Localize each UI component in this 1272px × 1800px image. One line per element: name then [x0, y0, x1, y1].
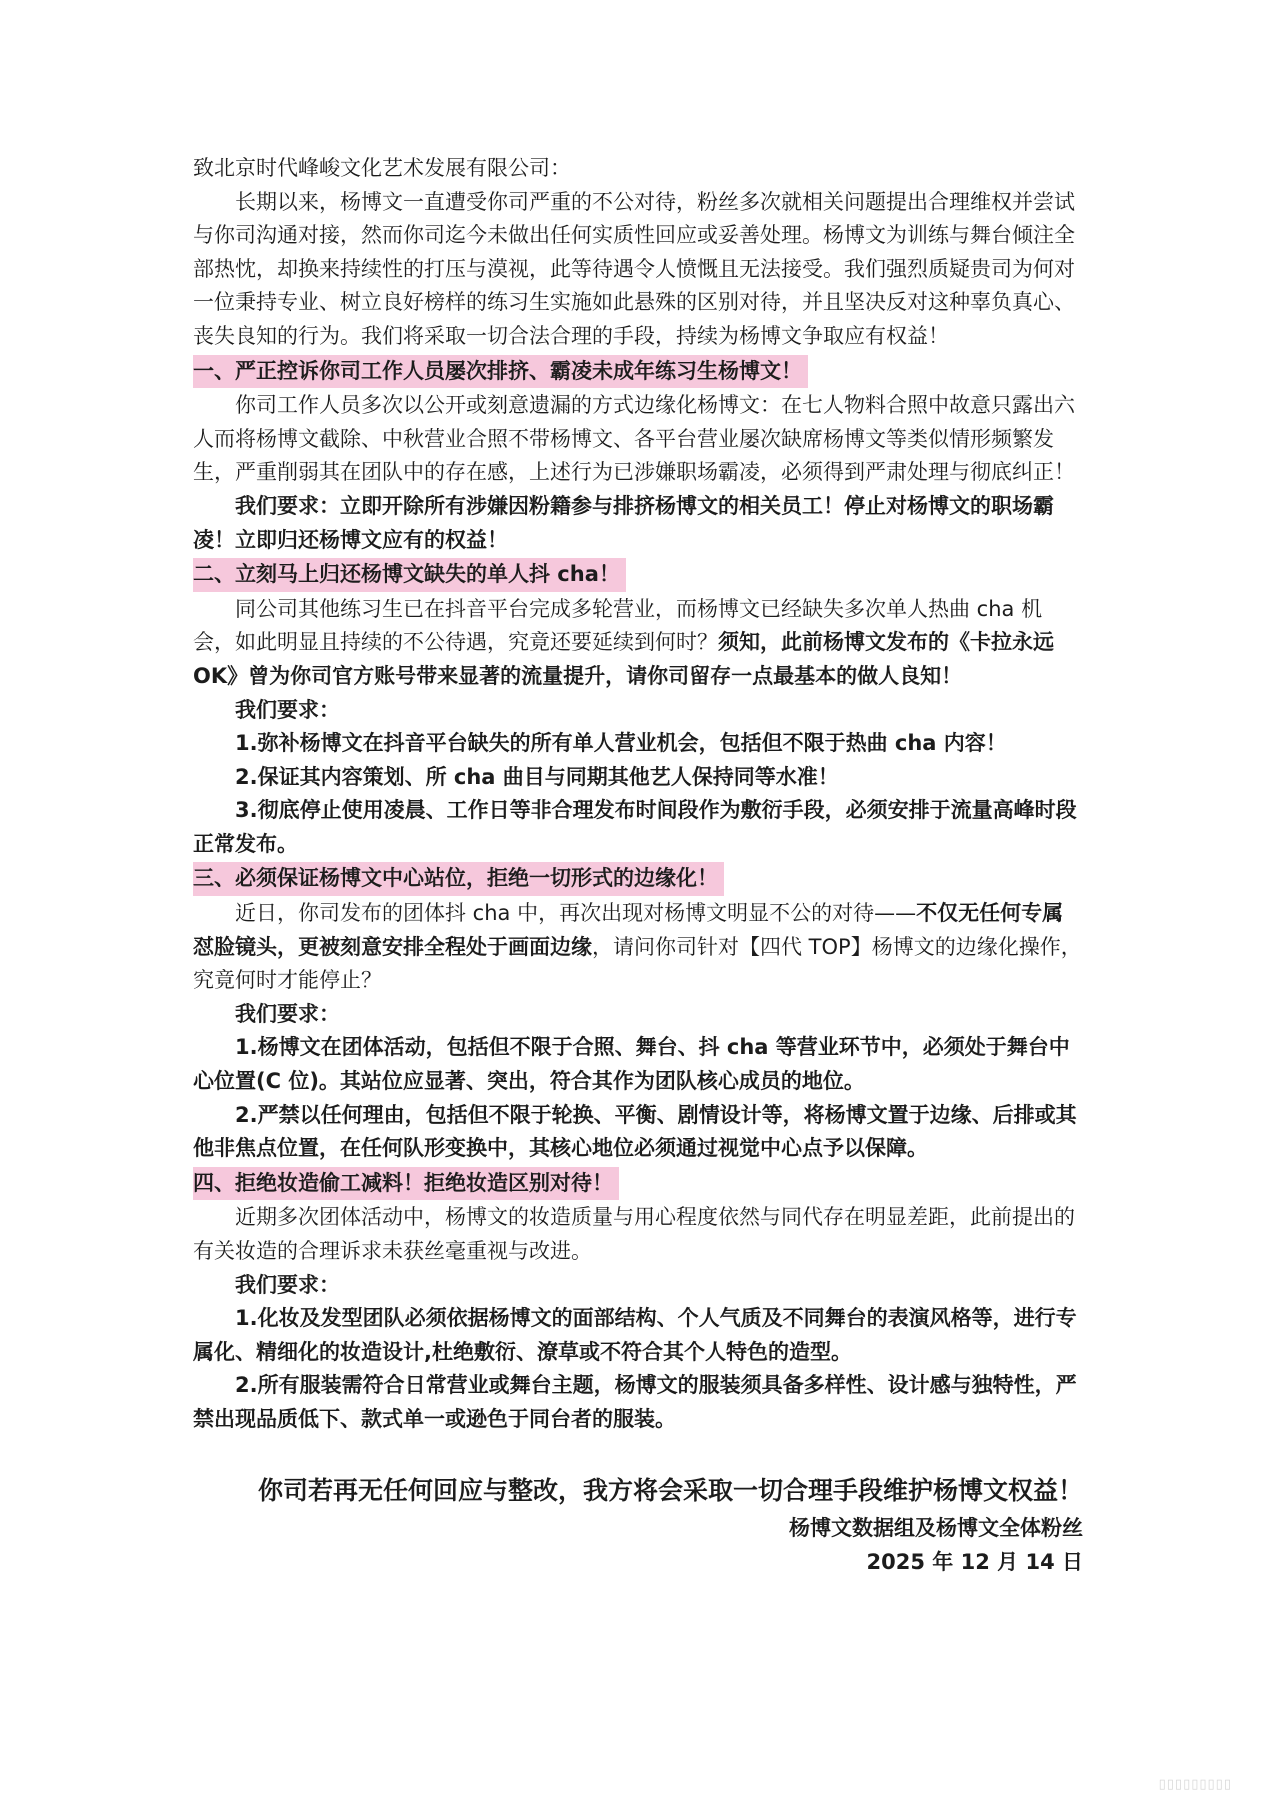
section-3: [193, 861, 1083, 1165]
section-3-body-bold: 不仅无任何专属怼脸镜头，更被刻意安排全程处于画面边缘: [193, 901, 1064, 959]
section-4-heading: 四、拒绝妆造偷工减料！拒绝妆造区别对待！: [193, 1167, 619, 1201]
section-2: [193, 557, 1083, 861]
section-3-item: 2.严禁以任何理由，包括但不限于轮换、平衡、剧情设计等，将杨博文置于边缘、后排或其他非焦点位置，在任何队形变换中，其核心地位必须通过视觉中心点予以保障。: [193, 1102, 1077, 1161]
letter: [193, 152, 1083, 1579]
section-2-body-bold: 须知，此前杨博文发布的《卡拉永远 OK》曾为你司官方账号带来显著的流量提升，请你司留存一点最基本的做人良知！: [193, 630, 1054, 688]
date: 2025 年 12 月 14 日: [866, 1549, 1083, 1574]
closing-block: [193, 1471, 1083, 1579]
section-2-item: 2.保证其内容策划、所 cha 曲目与同期其他艺人保持同等水准！: [235, 764, 839, 789]
section-1-heading: 一、严正控诉你司工作人员屡次排挤、霸凌未成年练习生杨博文！: [193, 355, 808, 389]
section-1-body: 你司工作人员多次以公开或刻意遗漏的方式边缘化杨博文：在七人物料合照中故意只露出六人而将杨博文截除、中秋营业合照不带杨博文、各平台营业屡次缺席杨博文等类似情形频繁发生，严重削弱其在团队中的存在感，上述行为已涉嫌职场霸凌，必须得到严肃处理与彻底纠正！: [193, 393, 1075, 485]
section-4-body: 近期多次团体活动中，杨博文的妆造质量与用心程度依然与同代存在明显差距，此前提出的有关妆造的合理诉求未获丝毫重视与改进。: [193, 1205, 1075, 1263]
section-3-body-text: 近日，你司发布的团体抖 cha 中，再次出现对杨博文明显不公的对待——: [235, 901, 917, 926]
section-4-item: 1.化妆及发型团队必须依据杨博文的面部结构、个人气质及不同舞台的表演风格等，进行专属化、精细化的妆造设计,杜绝敷衍、潦草或不符合其个人特色的造型。: [193, 1306, 1077, 1364]
section-2-item: 3.彻底停止使用凌晨、工作日等非合理发布时间段作为敷衍手段，必须安排于流量高峰时段正常发布。: [193, 798, 1077, 856]
section-3-body-tail: ，请问你司针对【四代 TOP】杨博文的边缘化操作，究竟何时才能停止？: [193, 934, 1082, 993]
closing-statement: 你司若再无任何回应与整改，我方将会采取一切合理手段维护杨博文权益！: [257, 1475, 1083, 1505]
section-3-demand-label: 我们要求：: [235, 1001, 340, 1026]
section-3-heading: 三、必须保证杨博文中心站位，拒绝一切形式的边缘化！: [193, 862, 724, 896]
salutation: 致北京时代峰峻文化艺术发展有限公司：: [193, 156, 571, 180]
section-2-demand-label: 我们要求：: [235, 697, 340, 722]
section-4-demand-label: 我们要求：: [235, 1272, 340, 1297]
section-4: [193, 1166, 1083, 1437]
section-1: [193, 354, 1083, 558]
section-1-demand: 我们要求：立即开除所有涉嫌因粉籍参与排挤杨博文的相关员工！停止对杨博文的职场霸凌！立即归还杨博文应有的权益！: [193, 493, 1054, 552]
section-2-item: 1.弥补杨博文在抖音平台缺失的所有单人营业机会，包括但不限于热曲 cha 内容！: [235, 731, 1007, 756]
section-4-item: 2.所有服装需符合日常营业或舞台主题，杨博文的服装须具备多样性、设计感与独特性，严禁出现品质低下、款式单一或逊色于同台者的服装。: [193, 1373, 1077, 1431]
section-2-heading: 二、立刻马上归还杨博文缺失的单人抖 cha！: [193, 558, 626, 592]
intro-paragraph: 长期以来，杨博文一直遭受你司严重的不公对待，粉丝多次就相关问题提出合理维权并尝试与你司沟通对接，然而你司迄今未做出任何实质性回应或妥善处理。杨博文为训练与舞台倾注全部热忱，却换来持续性的打压与漠视，此等待遇令人愤慨且无法接受。我们强烈质疑贵司为何对一位秉持专业、树立良好榜样的练习生实施如此悬殊的区别对待，并且坚决反对这种辜负真心、丧失良知的行为。我们将采取一切合法合理的手段，持续为杨博文争取应有权益！: [193, 189, 1075, 348]
watermark: ▯▯▯▯▯▯▯▯▯: [1158, 1777, 1232, 1792]
section-3-body: [193, 897, 1083, 998]
section-3-item: 1.杨博文在团体活动，包括但不限于合照、舞台、抖 cha 等营业环节中，必须处于舞台中心位置(C 位)。其站位应显著、突出，符合其作为团队核心成员的地位。: [193, 1035, 1070, 1094]
section-2-body: [193, 593, 1083, 694]
section-2-body-text: 同公司其他练习生已在抖音平台完成多轮营业，而杨博文已经缺失多次单人热曲 cha 机会，如此明显且持续的不公待遇，究竟还要延续到何时？: [193, 596, 1043, 655]
signature: 杨博文数据组及杨博文全体粉丝: [789, 1515, 1083, 1540]
